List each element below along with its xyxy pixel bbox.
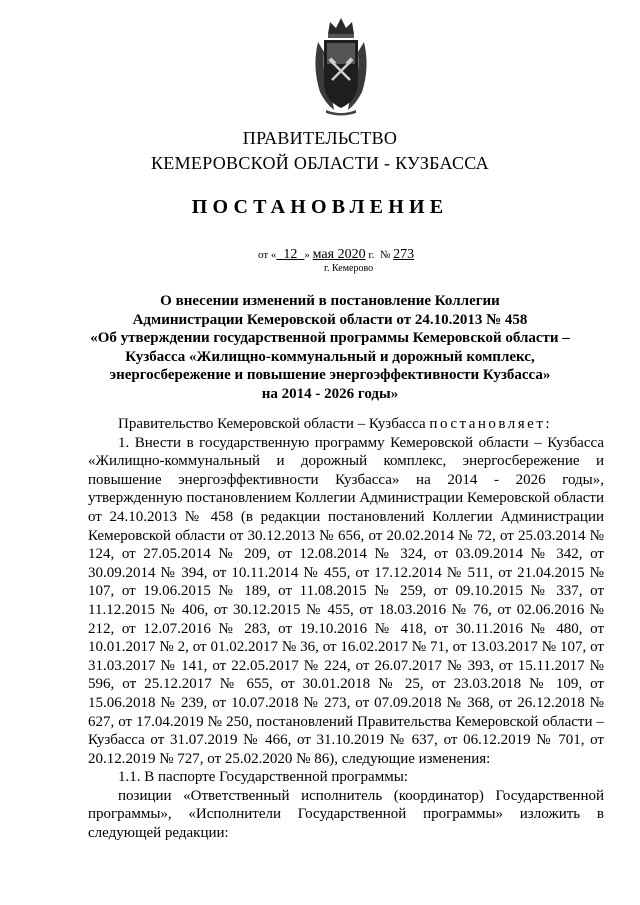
org-name-line2: КЕМЕРОВСКОЙ ОБЛАСТИ - КУЗБАССА — [151, 153, 489, 173]
city: г. Кемерово — [324, 263, 374, 274]
date-prefix: от « — [258, 249, 277, 261]
document-number: 273 — [393, 247, 415, 262]
org-name-line1: ПРАВИТЕЛЬСТВО — [242, 128, 398, 148]
date-number-line — [258, 247, 414, 263]
paragraph-item-1-1-text: позиции «Ответственный исполнитель (координатор) Государственной программы», «Исполнители Государственной программы» изложить в следующей редакции: — [88, 787, 604, 842]
document-heading — [60, 292, 600, 403]
heading-line: «Об утверждении государственной программы Кемеровской области – — [90, 330, 570, 346]
heading-line: Администрации Кемеровской области от 24.10.2013 № 458 — [132, 311, 528, 328]
heading-line: энергосбережение и повышение энергоэффективности Кузбасса» — [109, 367, 551, 383]
document-type-title: ПОСТАНОВЛЕНИЕ — [191, 196, 449, 218]
year-suffix: г. — [368, 249, 375, 261]
date-month-year: мая 2020 — [312, 247, 366, 262]
paragraph-item-1-1: 1.1. В паспорте Государственной программы: — [118, 769, 408, 786]
date-mid: » — [304, 249, 310, 261]
heading-line: Кузбасса «Жилищно-коммунальный и дорожный комплекс, — [125, 348, 535, 365]
paragraph-item-1: 1. Внести в государственную программу Кемеровской области – Кузбасса «Жилищно-коммунальный и дорожный комплекс, энергосбережение и повышение энергоэффективности Кузбасса» на 2014 - 2026 годы», утвержденную постановлением Коллегии Администрации Кемеровской области от 24.10.2013 № 458 (в редакции постановлений Коллегии Администрации Кемеровской области от 30.12.2013 № 656, от 20.02.2014 № 72, от 25.03.2014 № 124, от 27.05.2014 № 209, от 12.08.2014 № 324, от 03.09.2014 № 342, от 30.09.2014 № 394, от 10.11.2014 № 455, от 17.12.2014 № 511, от 21.04.2015 № 107, от 19.06.2015 № 189, от 11.08.2015 № 259, от 09.10.2015 № 337, от 11.12.2015 № 406, от 30.12.2015 № 455, от 18.03.2016 № 76, от 02.06.2016 № 212, от 12.07.2016 № 283, от 19.10.2016 № 418, от 30.11.2016 № 480, от 10.01.2017 № 2, от 01.02.2017 № 36, от 16.02.2017 № 71, от 13.03.2017 № 107, от 31.03.2017 № 141, от 22.05.2017 № 224, от 26.07.2017 № 393, от 15.11.2017 № 596, от 25.12.2017 № 655, от 30.01.2018 № 25, от 23.03.2018 № 109, от 15.06.2018 № 239, от 10.07.2018 № 273, от 07.09.2018 № 368, от 26.12.2018 № 627, от 17.04.2019 № 250, постановлений Правительства Кемеровской области – Кузбасса от 31.07.2019 № 466, от 31.10.2019 № 637, от 06.12.2019 № 701, от 20.12.2019 № 727, от 25.02.2020 № 86), следующие изменения: — [88, 434, 604, 767]
coat-of-arms-emblem — [310, 12, 372, 116]
heading-line: на 2014 - 2026 годы» — [261, 385, 399, 402]
number-label: № — [379, 249, 391, 261]
date-day: 12 — [283, 247, 298, 262]
document-body — [88, 415, 604, 843]
intro-paragraph: Правительство Кемеровской области – Кузбасса постановляет: — [118, 416, 553, 432]
heading-line: О внесении изменений в постановление Коллегии — [160, 293, 500, 309]
